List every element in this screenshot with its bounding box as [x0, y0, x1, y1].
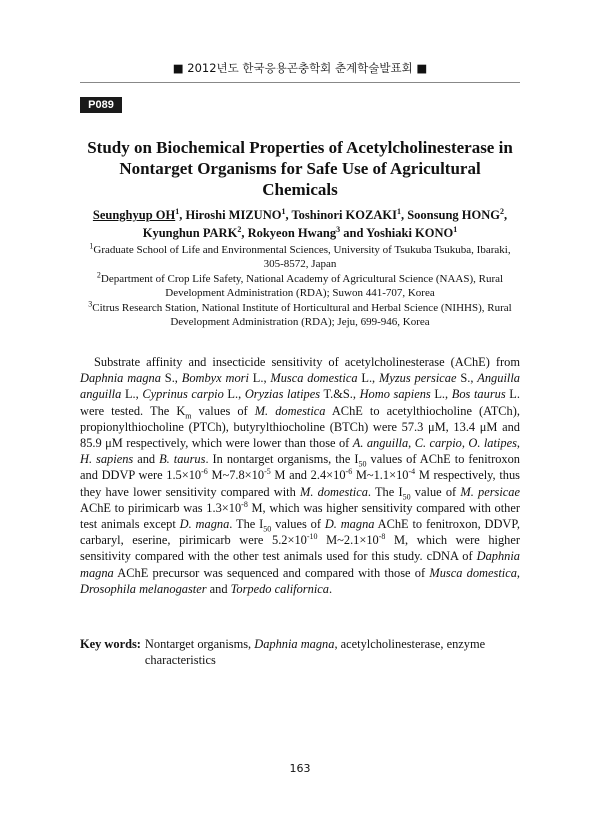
author-list: Seunghyup $OH^1$, Hiroshi MIZUNO$^1$, Toshinori KOZAKI$^1$, Soonsung HONG$^2$, Kyunghun PARK$^2$, Rokyeon Hwang$^3$ and Yoshiaki KONO$^1$: [92, 206, 508, 240]
author-affiliation-mark: 1: [175, 206, 180, 216]
abstract-paragraph: Substrate affinity and insecticide sensitivity of acetylcholinesterase (AChE) from Daphnia magna S., Bombyx mori L., Musca domestica L., Myzus persicae S., Anguilla anguilla L., Cyprinus carpio L., Oryzias latipes T.&S., Homo sapiens L., Bos taurus L. were tested. The $K_m$ values of M. domestica AChE to acetylthiocholine (ATCh), propionylthiocholine (PTCh), butyrylthiocholine (BTCh) were 57.3 μM, 13.4 μM and 85.9 μM respectively, which were lower than those of A. anguilla, C. carpio, O. latipes, H. sapiens and B. taurus. In nontarget organisms, the $I_{50}$ values of AChE to fenitroxon and DDVP were $1.5\times 10^{-6}$ $M\sim 7.8\times 10^{-5}$ M and $2.4\times 10^{-6}$ $M\sim 1.1\times 10^{-4}$ M respectively, thus they have lower sensitivity compared with M. domestica. The $I_{50}$ value of M. persicae AChE to pirimicarb was $1.3\times 10^{-8}$ M, which was higher sensitivity compared with other test animals except D. magna. The $I_{50}$ values of D. magna AChE to fenitroxon, DDVP, carbaryl, eserine, pirimicarb were $5.2\times 10^{-10}$ $M\sim 2.1\times 10^{-8}$ M, which were higher sensitivity compared with the other test animals used for this study. cDNA of Daphnia magna AChE precursor was sequenced and compared with those of Musca domestica, Drosophila melanogaster and Torpedo californica.: [80, 355, 521, 596]
abstract: [80, 354, 520, 597]
affiliation: [80, 241, 520, 271]
poster-code-badge: P089: [80, 97, 122, 113]
affiliation-text: Department of Crop Life Safety, National Academy of Agricultural Science (NAAS), Rural Development Administration (RDA); Suwon 441-707, Korea: [100, 273, 504, 299]
affiliation-mark: 2: [96, 270, 101, 280]
title-line-1: Study on Biochemical Properties of Acetylcholinesterase in: [87, 138, 513, 157]
author-name: Kyunghun PARK: [142, 226, 238, 240]
author-name: Soonsung HONG: [407, 208, 500, 222]
author-affiliation-mark: 1: [453, 224, 458, 234]
author-name: Yoshiaki KONO: [366, 226, 454, 240]
keywords-text: Nontarget organisms, Daphnia magna, acetylcholinesterase, enzyme characteristics: [144, 637, 486, 668]
keywords-label: Key words:: [80, 637, 141, 651]
affiliation-text: Citrus Research Station, National Institute of Horticultural and Herbal Science (NIHHS), Rural Development Administration (RDA); Jeju, 699-946, Korea: [92, 302, 512, 328]
author-name: Hiroshi MIZUNO: [185, 208, 282, 222]
affiliation-list: [80, 241, 520, 332]
author-affiliation-mark: 3: [336, 224, 341, 234]
author-affiliation-mark: 2: [499, 206, 504, 216]
author-name: Rokyeon Hwang: [247, 226, 337, 240]
affiliation-text: Graduate School of Life and Environmental Sciences, University of Tsukuba Tsukuba, Ibaraki, 305-8572, Japan: [93, 244, 511, 270]
affiliation-mark: 1: [89, 241, 94, 251]
page-number: 163: [289, 762, 311, 775]
author-affiliation-mark: 1: [396, 206, 401, 216]
author-affiliation-mark: 1: [281, 206, 286, 216]
paper-title: [80, 137, 520, 200]
affiliation-mark: 3: [88, 299, 93, 309]
keywords: [80, 636, 520, 668]
header-rule: [80, 82, 520, 83]
affiliation: [80, 299, 520, 329]
conference-header: ■ 2012년도 한국응용곤충학회 춘계학술발표회 ■: [172, 61, 428, 75]
author-affiliation-mark: 2: [237, 224, 242, 234]
title-line-2: Nontarget Organisms for Safe Use of Agricultural Chemicals: [119, 159, 481, 199]
affiliation: [80, 270, 520, 300]
author-name: Seunghyup OH: [92, 208, 176, 222]
author-name: Toshinori KOZAKI: [291, 208, 397, 222]
